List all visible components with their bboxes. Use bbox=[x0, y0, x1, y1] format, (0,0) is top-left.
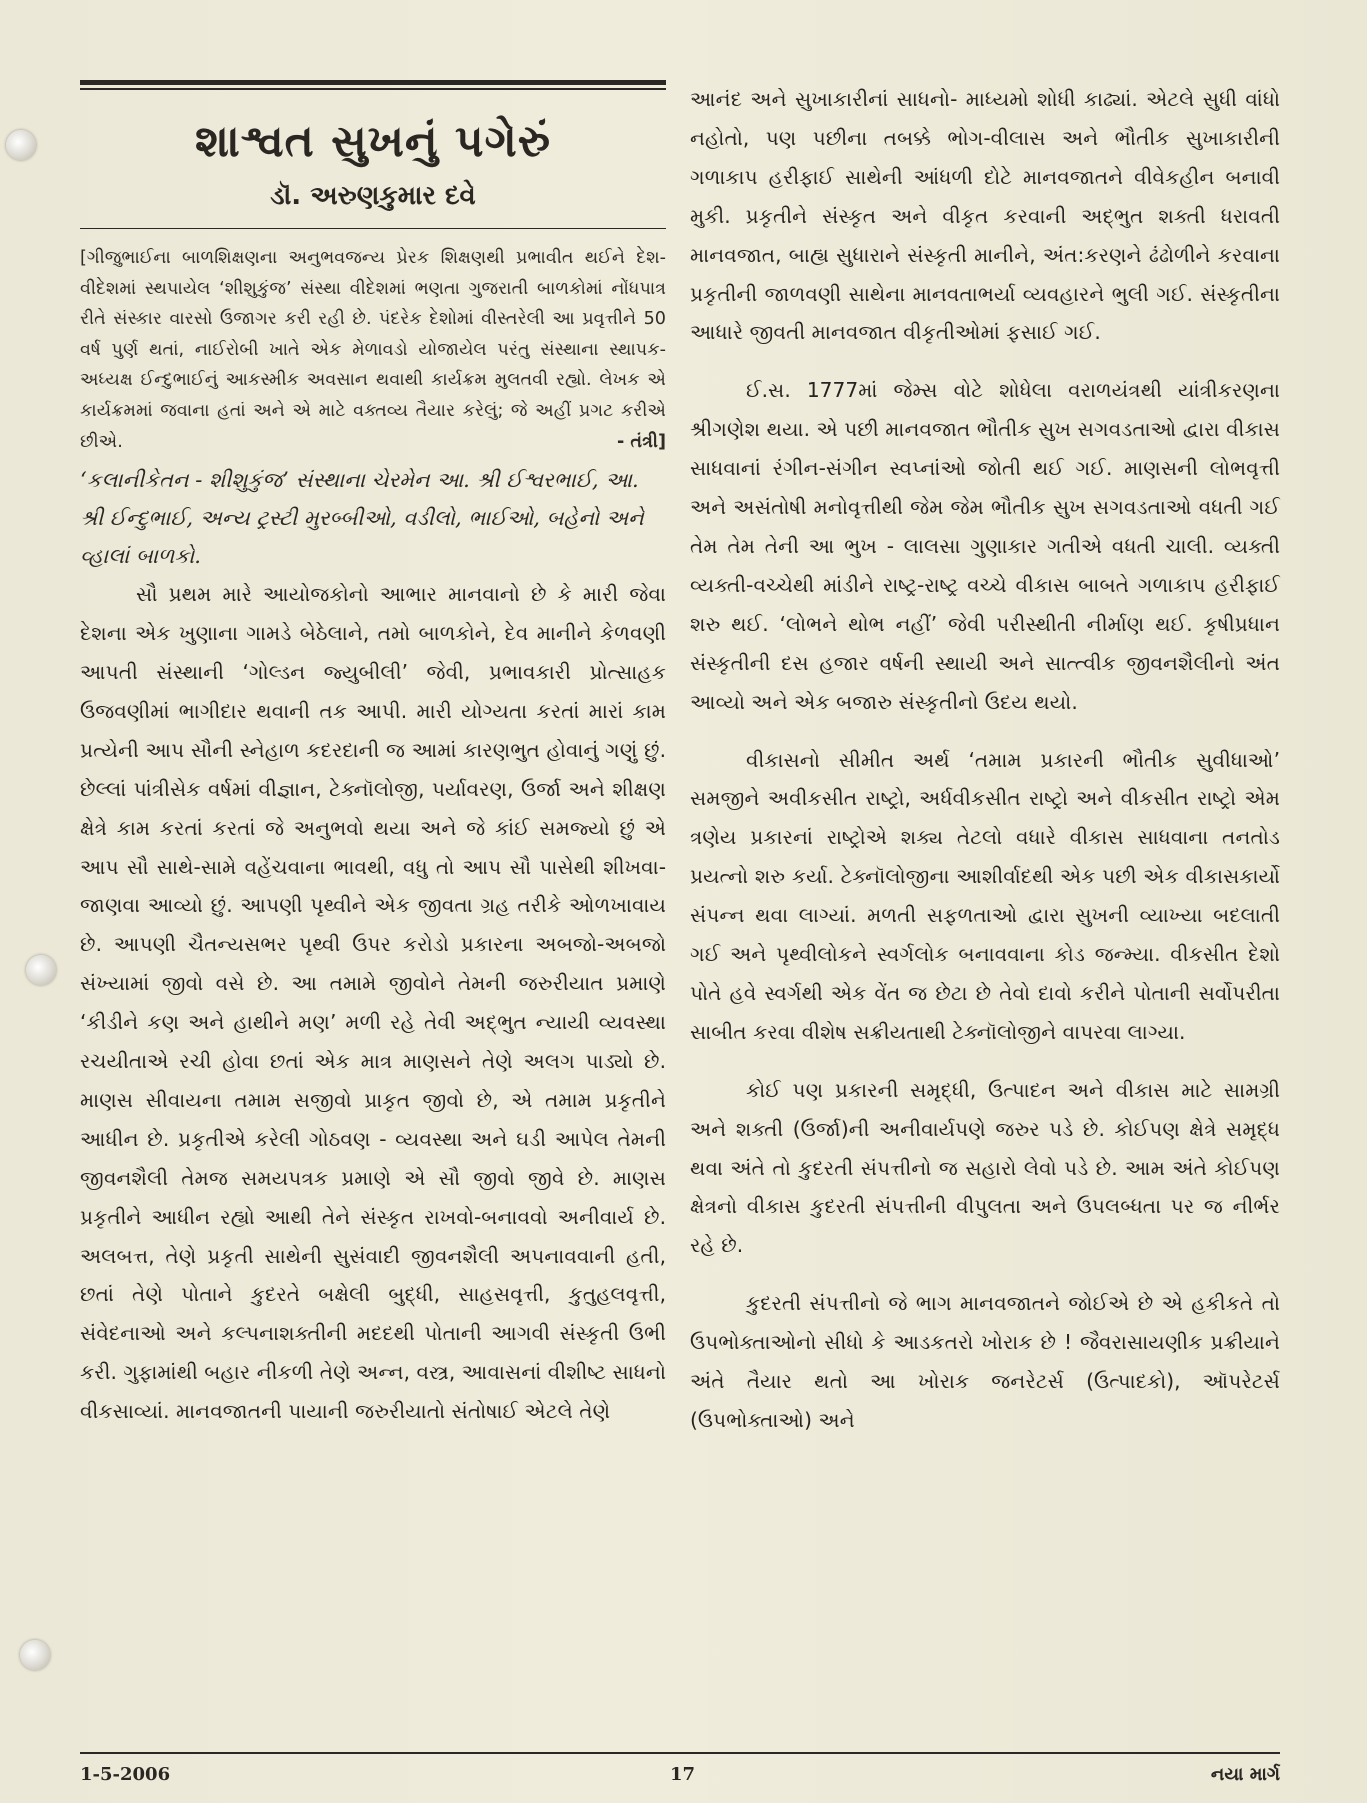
title-divider bbox=[80, 228, 666, 230]
article-author: ડૉ. અરુણકુમાર દવે bbox=[270, 180, 476, 211]
right-column bbox=[690, 80, 1280, 1459]
issue-date: 1-5-2006 bbox=[80, 1764, 171, 1785]
paragraph: વીકાસનો સીમીત અર્થ ‘તમામ પ્રકારની ભૌતીક સુવીધાઓ’ સમજીને અવીકસીત રાષ્ટ્રો, અર્ધવીકસીત રાષ્ટ્રો અને વીકસીત રાષ્ટ્રો એમ ત્રણેય પ્રકારનાં રાષ્ટ્રોએ શક્ય તેટલો વધારે વીકાસ સાધવાના તનતોડ પ્રયત્નો શરુ કર્યા. ટેક્નૉલોજીના આશીર્વાદથી એક પછી એક વીકાસકાર્યો સંપન્ન થવા લાગ્યાં. મળતી સફળતાઓ દ્વારા સુખની વ્યાખ્યા બદલાતી ગઈ અને પૃથ્વીલોકને સ્વર્ગલોક બનાવવાના કોડ જન્મ્યા. વીકસીત દેશો પોતે હવે સ્વર્ગથી એક વેંત જ છેટા છે તેવો દાવો કરીને પોતાની સર્વોપરીતા સાબીત કરવા વીશેષ સક્રીયતાથી ટેક્નૉલોજીને વાપરવા લાગ્યા. bbox=[690, 747, 1280, 1044]
editor-intro-text: [ગીજુભાઈના બાળશિક્ષણના અનુભવજન્ય પ્રેરક શિક્ષણથી પ્રભાવીત થઈને દેશ-વીદેશમાં સ્થપાયેલ ‘શીશુકુંજ’ સંસ્થા વીદેશમાં ભણતા ગુજરાતી બાળકોમાં નોંધપાત્ર રીતે સંસ્કાર વારસો ઉજાગર કરી રહી છે. પંદરેક દેશોમાં વીસ્તરેલી આ પ્રવૃત્તીને 50 વર્ષ પુર્ણ થતાં, નાઈરોબી ખાતે એક મેળાવડો યોજાયેલ પરંતુ સંસ્થાના સ્થાપક-અધ્યક્ષ ઈન્દુભાઈનું આકસ્મીક અવસાન થવાથી કાર્યક્રમ મુલતવી રહ્યો. લેખક એ કાર્યક્રમમાં જવાના હતાં અને એ માટે વક્તવ્ય તૈયાર કરેલું; જે અહીં પ્રગટ કરીએ છીએ. bbox=[80, 248, 666, 452]
punch-hole bbox=[20, 1640, 50, 1670]
editor-signature: - તંત્રી] bbox=[617, 432, 666, 453]
paragraph: કુદરતી સંપત્તીનો જે ભાગ માનવજાતને જોઈએ છે એ હકીકતે તો ઉપભોક્તાઓનો સીધો કે આડકતરો ખોરાક છે ! જૈવરાસાયણીક પ્રક્રીયાને અંતે તૈયાર થતો આ ખોરાક જનરેટર્સ (ઉત્પાદકો), ઑપરેટર્સ (ઉપભોક્તાઓ) અને bbox=[690, 1291, 1280, 1432]
article-title: શાશ્વત સુખનું પગેરું bbox=[195, 115, 551, 167]
paragraph: કોઈ પણ પ્રકારની સમૃદ્ધી, ઉત્પાદન અને વીકાસ માટે સામગ્રી અને શક્તી (ઉર્જા)ની અનીવાર્યપણે જરુર પડે છે. કોઈપણ ક્ષેત્રે સમૃદ્ધ થવા અંતે તો કુદરતી સંપત્તીનો જ સહારો લેવો પડે છે. આમ અંતે કોઈપણ ક્ષેત્રનો વીકાસ કુદરતી સંપત્તીની વીપુલતા અને ઉપલબ્ધતા પર જ નીર્ભર રહે છે. bbox=[690, 1077, 1280, 1258]
page-number: 17 bbox=[670, 1764, 696, 1785]
left-body bbox=[80, 575, 666, 1431]
header-rule bbox=[80, 80, 666, 85]
paragraph: આનંદ અને સુખાકારીનાં સાધનો- માધ્યમો શોધી કાઢ્યાં. એટલે સુધી વાંધો નહોતો, પણ પછીના તબક્કે ભોગ-વીલાસ અને ભૌતીક સુખાકારીની ગળાકાપ હરીફાઈ સાથેની આંધળી દોટે માનવજાતને વીવેકહીન બનાવી મુકી. પ્રકૃતીને સંસ્કૃત અને વીકૃત કરવાની અદ્‌ભુત શક્તી ધરાવતી માનવજાત, બાહ્ય સુધારાને સંસ્કૃતી માનીને, અંત:કરણને ઢંઢોળીને કરવાના પ્રકૃતીની જાળવણી સાથેના માનવતાભર્યા વ્યવહારને ભુલી ગઈ. સંસ્કૃતીના આધારે જીવતી માનવજાત વીકૃતીઓમાં ફસાઈ ગઈ. bbox=[690, 87, 1280, 345]
footer-rule bbox=[80, 1752, 1280, 1754]
left-column bbox=[80, 80, 666, 1431]
salutation: ‘કલાનીકેતન - શીશુકુંજ’ સંસ્થાના ચેરમેન આ. શ્રી ઈશ્વરભાઈ, આ. શ્રી ઈન્દુભાઈ, અન્ય ટ્રસ્ટી મુરબ્બીઓ, વડીલો, ભાઈઓ, બહેનો અને વ્હાલાં બાળકો. bbox=[80, 468, 644, 569]
paragraph: સૌ પ્રથમ મારે આયોજકોનો આભાર માનવાનો છે કે મારી જેવા દેશના એક ખુણાના ગામડે બેઠેલાને, તમો બાળકોને, દેવ માનીને કેળવણી આપતી સંસ્થાની ‘ગોલ્ડન જ્યુબીલી’ જેવી, પ્રભાવકારી પ્રોત્સાહક ઉજવણીમાં ભાગીદાર થવાની તક આપી. મારી યોગ્યતા કરતાં મારાં કામ પ્રત્યેની આપ સૌની સ્નેહાળ કદરદાની જ આમાં કારણભુત હોવાનું ગણું છું. છેલ્લાં પાંત્રીસેક વર્ષમાં વીજ્ઞાન, ટેક્નૉલોજી, પર્યાવરણ, ઉર્જા અને શીક્ષણ ક્ષેત્રે કામ કરતાં કરતાં જે અનુભવો થયા અને જે કાંઈ સમજ્યો છું એ આપ સૌ સાથે-સામે વહેંચવાના ભાવથી, વધુ તો આપ સૌ પાસેથી શીખવા-જાણવા આવ્યો છું. આપણી પૃથ્વીને એક જીવતા ગ્રહ તરીકે ઓળખાવાય છે. આપણી ચૈતન્યસભર પૃથ્વી ઉપર કરોડો પ્રકારના અબજો-અબજો સંખ્યામાં જીવો વસે છે. આ તમામે જીવોને તેમની જરુરીયાત પ્રમાણે ‘કીડીને કણ અને હાથીને મણ’ મળી રહે તેવી અદ્‌ભુત ન્યાયી વ્યવસ્થા રચયીતાએ રચી હોવા છતાં એક માત્ર માણસને તેણે અલગ પાડ્યો છે. માણસ સીવાયના તમામ સજીવો પ્રાકૃત જીવો છે, એ તમામ પ્રકૃતીને આધીન છે. પ્રકૃતીએ કરેલી ગોઠવણ - વ્યવસ્થા અને ઘડી આપેલ તેમની જીવનશૈલી તેમજ સમયપત્રક પ્રમાણે એ સૌ જીવો જીવે છે. માણસ પ્રકૃતીને આધીન રહ્યો આથી તેને સંસ્કૃત રાખવો-બનાવવો અનીવાર્ય છે. અલબત્ત, તેણે પ્રકૃતી સાથેની સુસંવાદી જીવનશૈલી અપનાવવાની હતી, છતાં તેણે પોતાને કુદરતે બક્ષેલી બુદ્ધી, સાહસવૃત્તી, કુતુહલવૃત્તી, સંવેદનાઓ અને કલ્પનાશક્તીની મદદથી પોતાની આગવી સંસ્કૃતી ઉભી કરી. ગુફામાંથી બહાર નીકળી તેણે અન્ન, વસ્ત્ર, આવાસનાં વીશીષ્ટ સાધનો વીકસાવ્યાં. માનવજાતની પાયાની જરુરીયાતો સંતોષાઈ એટલે તેણે bbox=[80, 582, 666, 1424]
punch-hole bbox=[6, 130, 36, 160]
editor-intro bbox=[80, 243, 666, 457]
page-footer bbox=[80, 1764, 1280, 1792]
paragraph: ઈ.સ. 1777માં જેમ્સ વોટે શોધેલા વરાળયંત્રથી યાંત્રીકરણના શ્રીગણેશ થયા. એ પછી માનવજાત ભૌતીક સુખ સગવડતાઓ દ્વારા વીકાસ સાધવાનાં રંગીન-સંગીન સ્વપ્નાંઓ જોતી થઈ ગઈ. માણસની લોભવૃત્તી અને અસંતોષી મનોવૃત્તીથી જેમ જેમ ભૌતીક સુખ સગવડતાઓ વધતી ગઈ તેમ તેમ તેની આ ભુખ - લાલસા ગુણાકાર ગતીએ વધતી ચાલી. વ્યક્તી વ્યક્તી-વચ્ચેથી માંડીને રાષ્ટ્ર-રાષ્ટ્ર વચ્ચે વીકાસ બાબતે ગળાકાપ હરીફાઈ શરુ થઈ. ‘લોભને થોભ નહીં’ જેવી પરીસ્થીતી નીર્માણ થઈ. કૃષીપ્રધાન સંસ્કૃતીની દસ હજાર વર્ષની સ્થાયી અને સાત્ત્વીક જીવનશૈલીનો અંત આવ્યો અને એક બજારુ સંસ્કૃતીનો ઉદય થયો. bbox=[690, 378, 1280, 714]
header-rule-thin bbox=[80, 88, 666, 90]
magazine-name: નયા માર્ગ bbox=[1210, 1764, 1280, 1785]
punch-hole bbox=[26, 955, 56, 985]
